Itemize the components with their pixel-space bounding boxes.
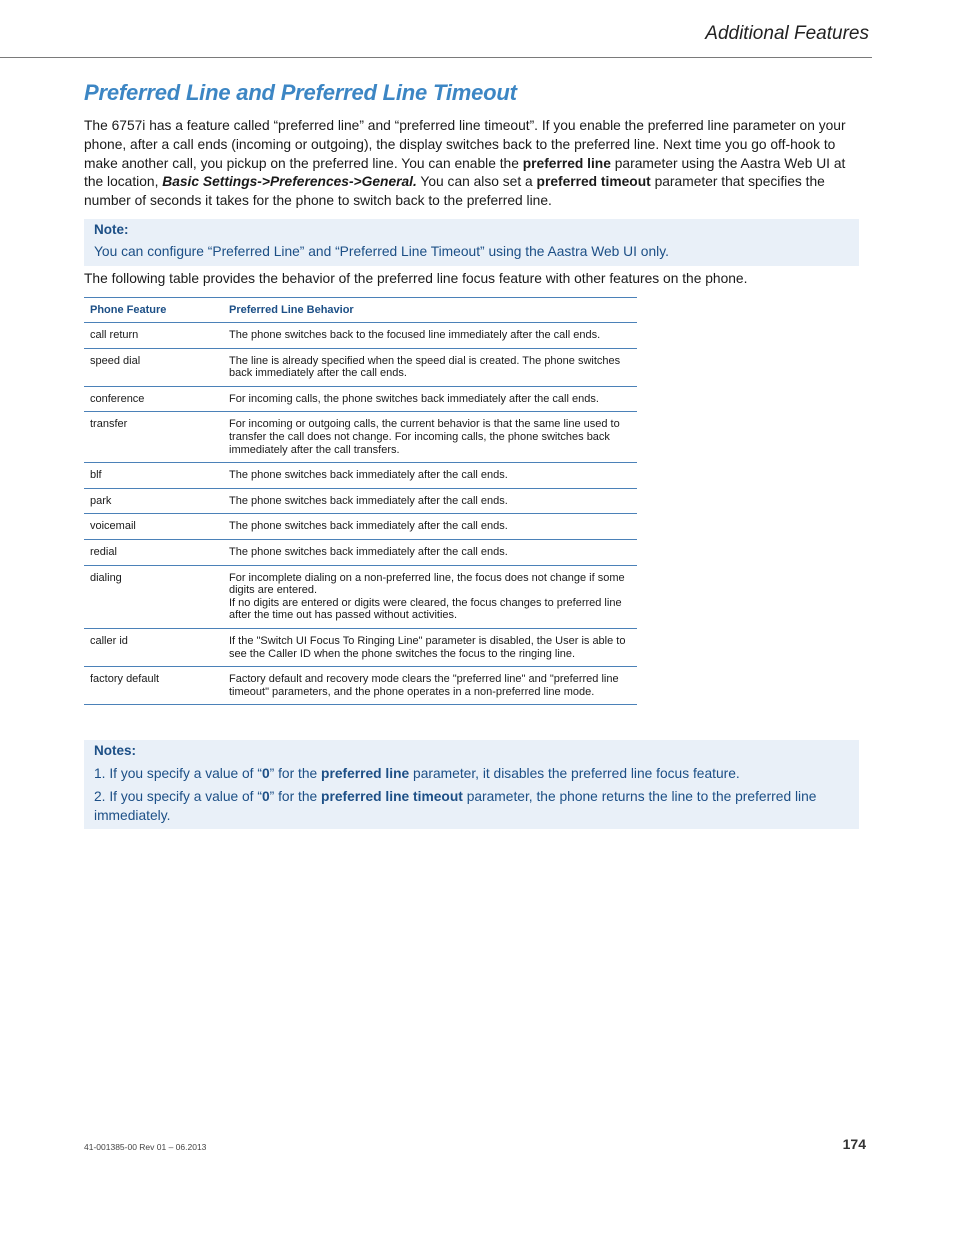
section-header: Additional Features [705,23,869,44]
behavior-cell: For incoming or outgoing calls, the current behavior is that the same line used to transfer the call does not change. For incoming calls, the phone switches back immediately after the call transfers. [223,412,637,463]
table-row [84,565,637,628]
intro-text-2: parameter using the Aastra Web UI at the location, [84,155,846,190]
table-row [84,463,637,489]
feature-cell: call return [84,323,223,349]
note-2-value: 0 [261,789,270,804]
note-item-2 [94,787,849,825]
intro-text-4: parameter that specifies the number of seconds it takes for the phone to switch back to the preferred line. [84,174,825,209]
behavior-cell: The phone switches back immediately after the call ends. [223,488,637,514]
behavior-cell: Factory default and recovery mode clears the "preferred line" and "preferred line timeout" parameters, and the phone operates in a non-preferred line mode. [223,667,637,705]
note-2-text-c: ” for the [269,789,322,804]
note-1-param: preferred line [321,766,410,781]
behavior-cell: The phone switches back immediately after the call ends. [223,463,637,489]
note-title: Note: [94,222,129,237]
note-1-value: 0 [261,766,270,781]
behavior-cell: For incoming calls, the phone switches back immediately after the call ends. [223,386,637,412]
behavior-cell: The phone switches back to the focused line immediately after the call ends. [223,323,637,349]
table-row [84,514,637,540]
behavior-cell: For incomplete dialing on a non-preferred line, the focus does not change if some digits are entered. If no digits are entered or digits were cleared, the focus changes to preferred line after the time out has passed without activities. [223,565,637,628]
table-row [84,628,637,666]
feature-cell: blf [84,463,223,489]
column-header-phone-feature: Phone Feature [84,298,223,323]
table-intro: The following table provides the behavior of the preferred line focus feature with other features on the phone. [84,271,748,286]
note-1-text-a: 1. If you specify a value of “ [94,766,262,781]
table-row [84,539,637,565]
intro-bold-path: Basic Settings->Preferences->General. [162,174,417,190]
feature-cell: park [84,488,223,514]
table-row [84,323,637,349]
feature-cell: redial [84,539,223,565]
note-2-text-a: 2. If you specify a value of “ [94,789,262,804]
behavior-cell: The phone switches back immediately after the call ends. [223,514,637,540]
feature-cell: voicemail [84,514,223,540]
page-title: Preferred Line and Preferred Line Timeout [84,80,517,105]
feature-cell: factory default [84,667,223,705]
table-row [84,386,637,412]
intro-bold-preferred-timeout: preferred timeout [536,174,651,190]
feature-cell: speed dial [84,348,223,386]
table-row [84,667,637,705]
intro-text-1: The 6757i has a feature called “preferred line” and “preferred line timeout”. If you enable the preferred line parameter on your phone, after a call ends (incoming or outgoing), the display switches back to the preferred line. Next time you go off-hook to make another call, you pickup on the preferred line. You can enable the [84,118,846,171]
table-header-row [84,298,637,323]
feature-cell: dialing [84,565,223,628]
note-2-text-e: parameter, the phone returns the line to the preferred line immediately. [94,789,817,823]
feature-cell: conference [84,386,223,412]
intro-paragraph [84,117,868,211]
note-text: You can configure “Preferred Line” and “Preferred Line Timeout” using the Aastra Web UI only. [94,244,669,259]
footer-page-number: 174 [842,1136,866,1152]
feature-cell: caller id [84,628,223,666]
notes-title: Notes: [94,743,137,758]
behavior-cell: If the "Switch UI Focus To Ringing Line" parameter is disabled, the User is able to see the Caller ID when the phone switches the focus to the ringing line. [223,628,637,666]
note-item-1 [94,764,849,783]
note-1-text-c: ” for the [269,766,322,781]
note-2-param: preferred line timeout [321,789,463,804]
note-1-text-e: parameter, it disables the preferred line focus feature. [409,766,740,781]
behavior-cell: The line is already specified when the speed dial is created. The phone switches back immediately after the call ends. [223,348,637,386]
feature-behavior-table [84,297,637,705]
header-divider [0,57,872,58]
column-header-preferred-line-behavior: Preferred Line Behavior [223,298,637,323]
intro-bold-preferred-line: preferred line [522,155,611,171]
notes-box [84,740,859,829]
behavior-cell: The phone switches back immediately after the call ends. [223,539,637,565]
footer-doc-id: 41-001385-00 Rev 01 – 06.2013 [84,1142,207,1152]
feature-cell: transfer [84,412,223,463]
intro-text-3: You can also set a [416,174,537,190]
table-row [84,488,637,514]
note-box [84,219,859,266]
table-row [84,348,637,386]
table-row [84,412,637,463]
